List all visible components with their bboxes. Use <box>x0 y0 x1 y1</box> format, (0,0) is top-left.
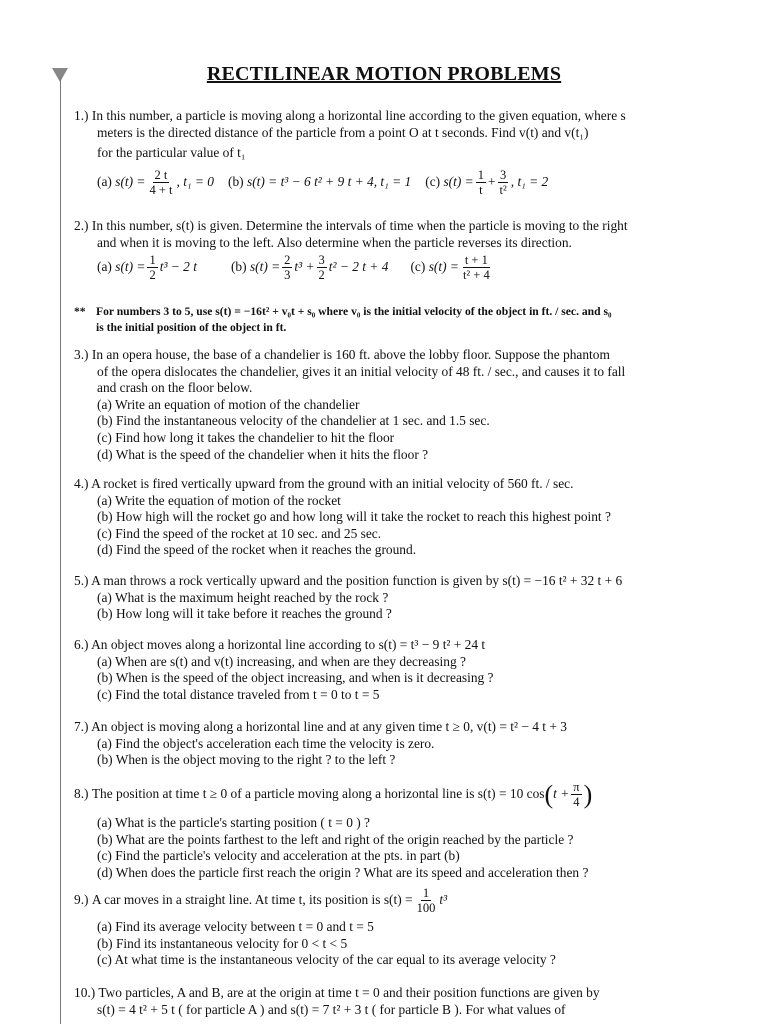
sub-question: (c) Find the speed of the rocket at 10 sec. and 25 sec. <box>97 525 382 541</box>
problem-text: The position at time t ≥ 0 of a particle moving along a horizontal line is s(t) = 10 cos <box>91 786 545 802</box>
sub-question: (c) At what time is the instantaneous velocity of the car equal to its average velocity ? <box>97 952 556 968</box>
problem-text: for the particular value of t₁ <box>97 145 246 161</box>
sub-question: (b) How long will it take before it reaches the ground ? <box>97 606 392 622</box>
problem-7 <box>74 719 734 769</box>
fraction: $\frac{\pi}{4}$ <box>573 780 580 809</box>
sub-question: (b) Find its instantaneous velocity for 0 < t < 5 <box>97 935 348 951</box>
fraction: $\frac{2}{3}$ <box>284 253 291 283</box>
problem-number: 9.) <box>74 892 89 908</box>
fraction: $\frac{1}{2}$ <box>149 253 156 283</box>
problem-number: 7.) <box>74 719 89 734</box>
instruction-note: ** For numbers 3 to 5, use s(t) = −16t² + v₀t + s₀ where v₀ is the initial velocity of the object in ft. / sec. and s₀ is the initial position of the object in ft. <box>74 305 612 334</box>
problem-1 <box>74 108 734 197</box>
problem-text: An object is moving along a horizontal line and at any given time t ≥ 0, v(t) = t² − 4 t + 3 <box>91 719 567 734</box>
sub-question: (d) What is the speed of the chandelier when it hits the floor ? <box>97 446 429 462</box>
fraction: $\frac{1}{t}$ <box>477 167 484 197</box>
problem-number: 4.) <box>74 476 89 491</box>
sub-question: (a) What is the particle's starting position ( t = 0 ) ? <box>97 815 370 830</box>
sub-question: (d) Find the speed of the rocket when it reaches the ground. <box>97 542 417 558</box>
fraction: $\frac{3}{2}$ <box>318 253 325 283</box>
problem-text: In an opera house, the base of a chandelier is 160 ft. above the lobby floor. Suppose the phantom <box>91 347 610 362</box>
problem-6 <box>74 637 734 703</box>
problem-text: s(t) = 4 t² + 5 t ( for particle A ) and s(t) = 7 t² + 3 t ( for particle B ). For what values of <box>97 1001 566 1017</box>
problem-number: 10.) <box>74 985 96 1000</box>
sub-question: (a) What is the maximum height reached by the rock ? <box>97 589 389 605</box>
fraction: $\frac{t + 1}{\text{t² + 4}}$ <box>462 253 490 283</box>
sub-question: (b) How high will the rocket go and how long will it take the rocket to reach this highest point ? <box>97 509 611 525</box>
sub-question: (c) Find how long it takes the chandelier to hit the floor <box>97 429 395 445</box>
sub-question: (a) Find its average velocity between t = 0 and t = 5 <box>97 919 374 934</box>
sub-question: (b) When is the object moving to the right ? to the left ? <box>97 752 396 768</box>
problem-text: meters is the directed distance of the particle from a point O at t seconds. Find v(t) and v(t₁) <box>97 124 589 140</box>
sub-question: (b) Find the instantaneous velocity of the chandelier at 1 sec. and 1.5 sec. <box>97 413 490 429</box>
problem-2 <box>74 218 734 282</box>
sub-question: (b) What are the points farthest to the left and right of the origin reached by the particle ? <box>97 831 574 847</box>
problem-text: In this number, a particle is moving along a horizontal line according to the given equation, where s <box>91 108 626 123</box>
fraction: $\frac{3}{\text{t²}}$ <box>499 167 507 197</box>
problem-9: 9.) A car moves in a straight line. At time t, its position is s(t) = $\frac{1}{100}$ t³ (a) Find its average velocity between t = 0 and t = 5 (b) Find its instantaneous velocity for 0 < t < 5 (c) At what time is the instantaneous velocity of the car equal to its average velocity ? <box>74 886 734 969</box>
sub-question: (b) When is the speed of the object increasing, and when is it decreasing ? <box>97 670 494 686</box>
problem-3: 3.) In an opera house, the base of a chandelier is 160 ft. above the lobby floor. Suppose the phantom of the opera dislocates the chandelier, gives it an initial velocity of 48 ft. / sec., and causes it to fall and crash on the floor below. (a) Write an equation of motion of the chandelier (b) Find the instantaneous velocity of the chandelier at 1 sec. and 1.5 sec. (c) Find how long it takes the chandelier to hit the floor (d) What is the speed of the chandelier when it hits the floor ? <box>74 347 734 463</box>
sub-question: (a) Write the equation of motion of the rocket <box>97 492 341 508</box>
problem-number: 3.) <box>74 347 89 362</box>
problem-text: A man throws a rock vertically upward and the position function is given by s(t) = −16 t² + 32 t + 6 <box>91 573 623 588</box>
sub-question: (d) When does the particle first reach the origin ? What are its speed and acceleration then ? <box>97 864 589 880</box>
problem-4 <box>74 476 734 559</box>
sub-question: (c) Find the particle's velocity and acceleration at the pts. in part (b) <box>97 848 460 864</box>
problem-text: and when it is moving to the left. Also determine when the particle reverses its direction. <box>97 234 572 250</box>
problem-8: 8.) The position at time t ≥ 0 of a particle moving along a horizontal line is s(t) = 10 cos ( t + $\frac{\pi}{4}$ ) (a) What is the particle's starting position ( t = 0 ) ? (b) What are the points farthest to the left and right of the origin reached by the particle ? (c) Find the particle's velocity and acceleration at the pts. in part (b) (d) When does the particle first reach the origin ? What are its speed and acceleration then ? <box>74 780 734 881</box>
problem-text: A rocket is fired vertically upward from the ground with an initial velocity of 560 ft. / sec. <box>91 476 574 491</box>
problem-number: 2.) <box>74 218 89 233</box>
sub-question: (a) Find the object's acceleration each time the velocity is zero. <box>97 735 435 751</box>
problem-number: 5.) <box>74 573 89 588</box>
sub-question: (a) Write an equation of motion of the chandelier <box>97 396 360 412</box>
problem-number: 1.) <box>74 108 89 123</box>
equation-row: (a) s(t) = $\frac{1}{2}$ t³ − 2 t (b) s(t) = $\frac{2}{3}$ t³ + $\frac{3}{2}$ t² − 2 t + 4 (c) s(t) = $\frac{t + 1}{\text{t² + 4}}$ <box>97 253 490 283</box>
problem-text: Two particles, A and B, are at the origin at time t = 0 and their position functions are given by <box>98 985 600 1000</box>
fraction: $\frac{2 t}{4 + t}$ <box>149 167 173 197</box>
fraction: $\frac{1}{100}$ <box>416 886 436 915</box>
problem-number: 6.) <box>74 637 89 652</box>
problem-10 <box>74 985 734 1018</box>
page-title: RECTILINEAR MOTION PROBLEMS <box>206 63 562 85</box>
sub-question: (a) When are s(t) and v(t) increasing, and when are they decreasing ? <box>97 653 466 669</box>
problem-text: A car moves in a straight line. At time t, its position is s(t) = <box>91 892 413 908</box>
equation-row: (a) s(t) = $\frac{2 t}{4 + t}$ , t₁ = 0 (b) s(t) = t³ − 6 t² + 9 t + 4, t₁ = 1 (c) s(t) = $\frac{1}{t}$ + $\frac{3}{\text{t²}}$ , t₁ = 2 <box>97 167 549 197</box>
margin-rule <box>60 78 61 1024</box>
sub-question: (c) Find the total distance traveled from t = 0 to t = 5 <box>97 686 380 702</box>
problem-text: In this number, s(t) is given. Determine the intervals of time when the particle is moving to the right <box>91 218 628 233</box>
problem-text: An object moves along a horizontal line according to s(t) = t³ − 9 t² + 24 t <box>91 637 486 652</box>
problem-number: 8.) <box>74 786 89 802</box>
problem-5 <box>74 573 734 623</box>
